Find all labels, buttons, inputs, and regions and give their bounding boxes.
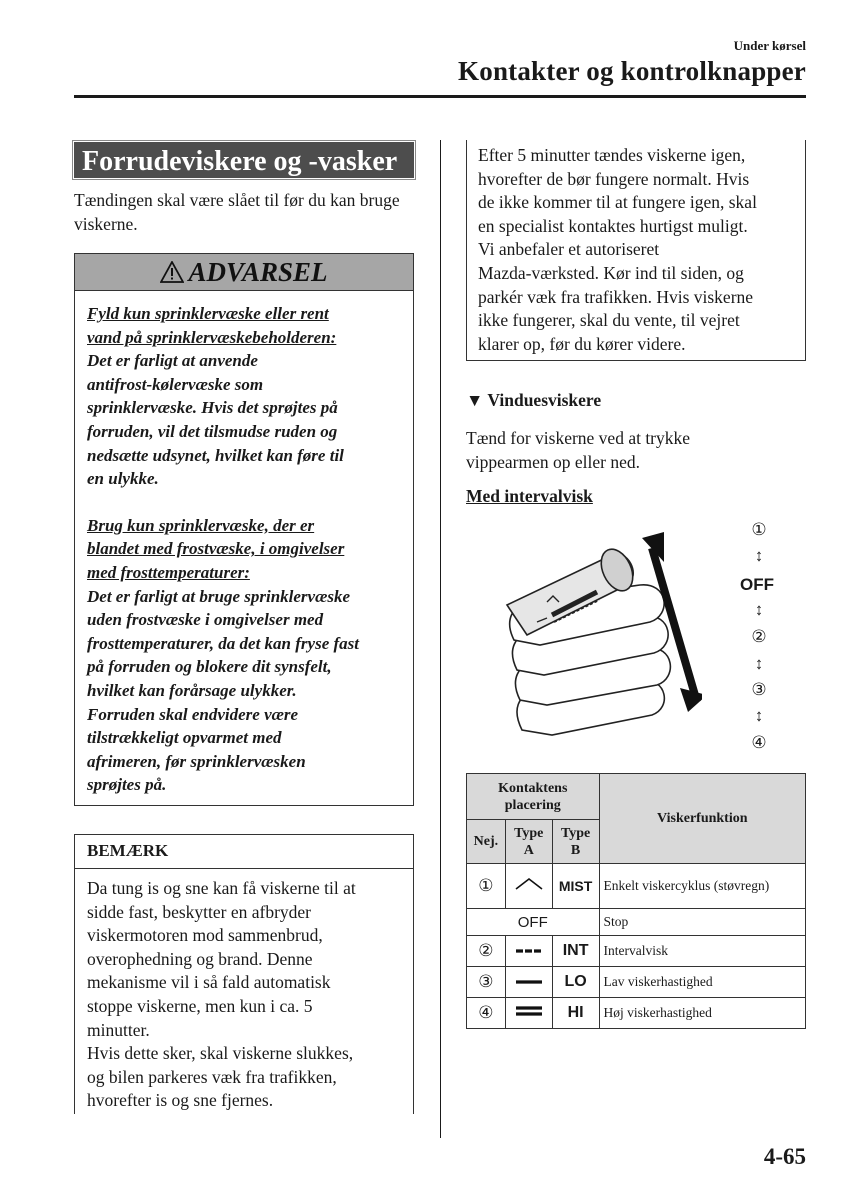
note-line: Mazda-værksted. Kør ind til siden, og [478,262,744,283]
warning-p2-title: blandet med frostvæske, i omgivelser [87,539,345,559]
note-body [87,877,405,1113]
arrow-icon: ↕ [754,706,764,725]
note-line: ikke fungerer, skal du vente, til vejret [478,310,740,331]
note-line: klarer op, før du kører videre. [478,333,686,354]
note-line: sidde fast, beskytter en afbryder [87,901,312,922]
note-line: hvorefter is og sne fjernes. [87,1090,274,1111]
table-row [467,998,806,1029]
hi-symbol-icon [505,998,552,1029]
intro-text: Tændingen skal være slået til før du kan bruge viskerne. [74,190,400,234]
header-section: Under kørsel [733,38,806,53]
interval-heading: Med intervalvisk [466,486,593,506]
warning-p1-line: en ulykke. [87,469,159,489]
warning-box [74,253,414,806]
arrow-icon: ↕ [754,546,764,565]
warning-p2-title: med frosttemperaturer: [87,562,250,582]
note-line: mekanisme vil i så fald automatisk [87,972,331,993]
arrow-icon: ↕ [754,600,764,619]
table-cell-type-b: HI [552,998,599,1029]
table-cell-function: Lav viskerhastighed [599,967,805,998]
header-rule [74,95,806,98]
int-symbol-icon [505,936,552,967]
warning-p2-line: frosttemperaturer, da det kan fryse fast [87,633,359,653]
wiper-stalk-illustration [492,530,702,760]
wiper-function-table [466,773,806,1029]
table-cell-type-b: INT [552,936,599,967]
table-row [467,936,806,967]
warning-triangle-icon [160,261,184,283]
warning-header [75,254,413,291]
note-label: BEMÆRK [87,841,169,860]
table-cell-off: OFF [467,909,600,936]
warning-p2-title: Brug kun sprinklervæske, der er [87,515,315,535]
warning-p1-line: antifrost-kølervæske som [87,374,264,394]
note-line: Da tung is og sne kan få viskerne til at [87,878,356,898]
table-cell-type-b: LO [552,967,599,998]
table-header-type-a: Type A [505,820,552,864]
warning-p2-line: afrimeren, før sprinklervæsken [87,751,306,771]
note-line: de ikke kommer til at fungere igen, skal [478,192,757,213]
warning-p1-line: nedsætte udsynet, hvilket kan føre til [87,445,344,465]
subsection-line: Tænd for viskerne ved at trykke [466,428,691,448]
note-continuation-box [466,140,806,361]
note-line: parkér væk fra trafikken. Hvis viskerne [478,286,754,307]
note-line: Efter 5 minutter tændes viskerne igen, [478,145,746,165]
warning-body [87,302,403,797]
table-header-no: Nej. [467,820,506,864]
note-box [74,834,414,1114]
position-4-label: ④ [751,733,767,752]
warning-label: ADVARSEL [188,256,328,287]
subsection-line: vippearmen op eller ned. [466,451,640,472]
table-row [467,967,806,998]
note-line: stoppe viskerne, men kun i ca. 5 [87,995,313,1016]
warning-p2-line: på forruden og blokere dit synsfelt, [87,657,332,677]
arrow-icon: ↕ [754,654,764,673]
table-header-type-b: Type B [552,820,599,864]
table-header-function: Viskerfunktion [599,774,805,864]
mist-symbol-icon [505,864,552,909]
warning-p2-line: tilstrækkeligt opvarmet med [87,728,282,748]
note-line: minutter. [87,1019,150,1040]
warning-p2-line: Det er farligt at bruge sprinklervæske [87,586,351,606]
subsection-text [466,427,796,474]
warning-p1-title: vand på sprinklervæskebeholderen: [87,327,337,347]
warning-p2-line: uden frostvæske i omgivelser med [87,610,324,630]
note-line: viskermotoren mod sammenbrud, [87,925,323,946]
position-off-label: OFF [740,575,774,594]
note-line: Vi anbefaler et autoriseret [478,239,660,260]
table-cell-function: Intervalvisk [599,936,805,967]
table-cell-no: ② [467,936,506,967]
note-line: hvorefter de bør fungere normalt. Hvis [478,168,750,189]
warning-p1-line: Det er farligt at anvende [87,351,258,371]
table-cell-no: ③ [467,967,506,998]
note-line: overophedning og brand. Denne [87,948,313,969]
table-cell-function: Enkelt viskercyklus (støvregn) [599,864,805,909]
note-line: Hvis dette sker, skal viskerne slukkes, [87,1043,354,1064]
section-title: Forrudeviskere og -vasker [74,142,414,178]
position-2-label: ② [751,627,767,646]
column-divider [440,140,441,1138]
table-cell-no: ④ [467,998,506,1029]
table-cell-function: Stop [599,909,805,936]
note-continuation-body [478,144,800,356]
warning-p1-title: Fyld kun sprinklervæske eller rent [87,304,329,323]
table-header-position: Kontaktens placering [467,774,600,820]
lo-symbol-icon [505,967,552,998]
warning-p2-line: sprøjtes på. [87,775,167,795]
warning-p2-line: Forruden skal endvidere være [87,704,299,724]
position-3-label: ③ [751,680,767,699]
warning-p1-line: forruden, vil det tilsmudse ruden og [87,421,338,441]
table-cell-no: ① [467,864,506,909]
table-row [467,864,806,909]
note-line: og bilen parkeres væk fra trafikken, [87,1066,337,1087]
position-1-label: ① [751,520,767,539]
table-row [467,909,806,936]
note-header [75,835,413,869]
warning-p2-line: hvilket kan forårsage ulykker. [87,680,297,700]
page-number: 4-65 [763,1144,806,1169]
subsection-heading: ▼ Vinduesviskere [466,390,602,410]
table-cell-type-b: MIST [552,864,599,909]
page-title: Kontakter og kontrolknapper [458,56,806,86]
warning-p1-line: sprinklervæske. Hvis det sprøjtes på [87,398,338,418]
table-cell-function: Høj viskerhastighed [599,998,805,1029]
note-line: en specialist kontaktes hurtigst muligt. [478,215,748,236]
